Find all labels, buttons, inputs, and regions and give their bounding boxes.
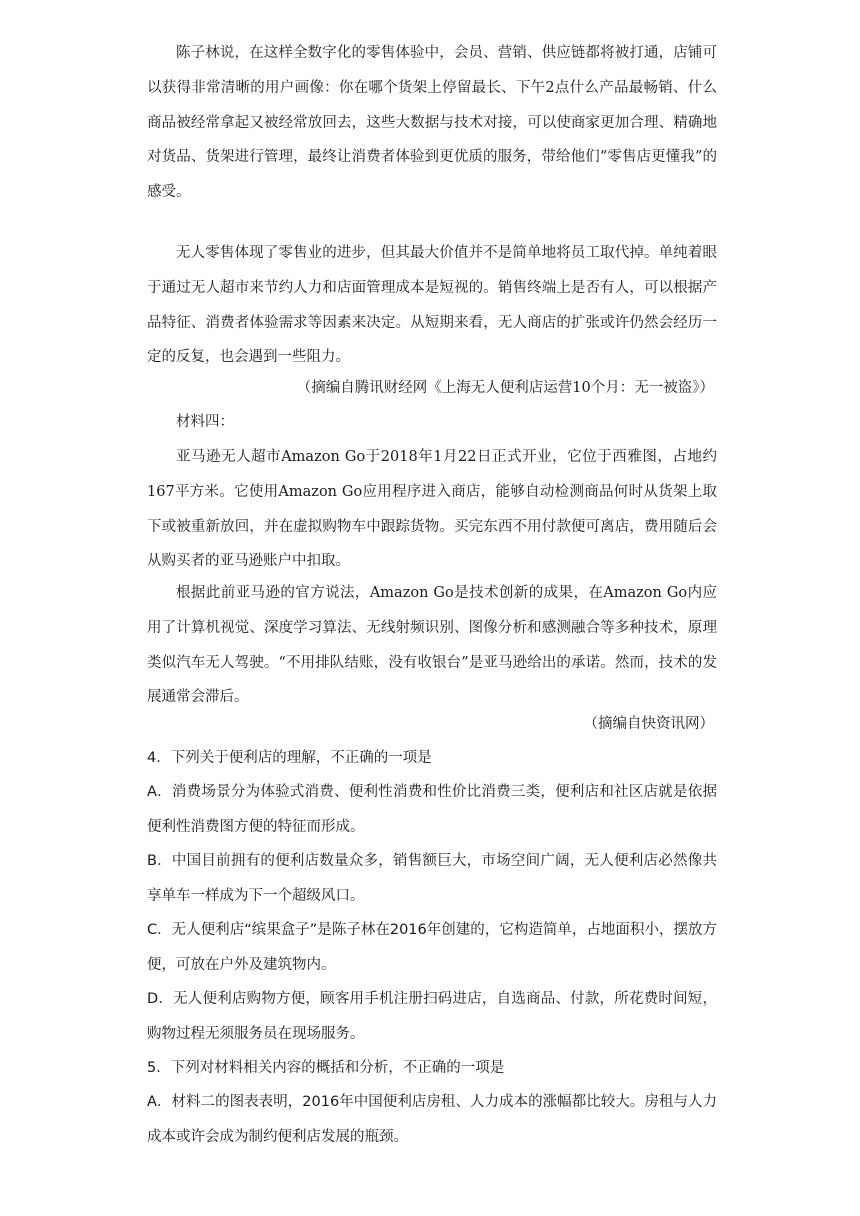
material-four-label: 材料四： — [176, 414, 234, 430]
paragraph-unmanned-retail-value: 无人零售体现了零售业的进步，但其最大价值并不是简单地将员工取代掉。单纯着眼于通过无人超市来节约人力和店面管理成本是短视的。销售终端上是否有人，可以根据产品特征、消费者体验需求等因素来决定。从短期来看，无人商店的扩张或许仍然会经历一定的反复，也会遇到一些阻力。 — [147, 245, 717, 366]
paragraph-chen-zilin: 陈子林说，在这样全数字化的零售体验中，会员、营销、供应链都将被打通，店铺可以获得非常清晰的用户画像：你在哪个货架上停留最长、下午2点什么产品最畅销、什么商品被经常拿起又被经常放回去，这些大数据与技术对接，可以使商家更加合理、精确地对货品、货架进行管理，最终让消费者体验到更优质的服务，带给他们“零售店更懂我”的感受。 — [147, 45, 717, 201]
question-4-option-a: A．消费场景分为体验式消费、便利性消费和性价比消费三类，便利店和社区店就是依据便利性消费图方便的特征而形成。 — [147, 784, 717, 835]
question-5-option-a: A．材料二的图表表明，2016年中国便利店房租、人力成本的涨幅都比较大。房租与人力成本或许会成为制约便利店发展的瓶颈。 — [147, 1094, 717, 1145]
question-4-option-d: D．无人便利店购物方便，顾客用手机注册扫码进店，自选商品、付款，所花费时间短，购物过程无须服务员在现场服务。 — [147, 991, 717, 1042]
paragraph-amazon-go-tech: 根据此前亚马逊的官方说法，Amazon Go是技术创新的成果，在Amazon Go内应用了计算机视觉、深度学习算法、无线射频识别、图像分析和感测融合等多种技术，原理类似汽车无人驾驶。“不用排队结账，没有收银台”是亚马逊给出的承诺。然而，技术的发展通常会滞后。 — [147, 585, 717, 706]
question-4-stem: 4．下列关于便利店的理解，不正确的一项是 — [147, 750, 432, 766]
source-citation-tencent: （摘编自腾讯财经网《上海无人便利店运营10个月：无一被盗》） — [296, 380, 714, 396]
question-4-option-b: B．中国目前拥有的便利店数量众多，销售额巨大，市场空间广阔，无人便利店必然像共享单车一样成为下一个超级风口。 — [147, 853, 717, 904]
source-citation-kuaizixun: （摘编自快资讯网） — [583, 716, 714, 732]
paragraph-amazon-go-intro: 亚马逊无人超市Amazon Go于2018年1月22日正式开业，它位于西雅图，占地约167平方米。它使用Amazon Go应用程序进入商店，能够自动检测商品何时从货架上取下或被重新放回，并在虚拟购物车中跟踪货物。买完东西不用付款便可离店，费用随后会从购买者的亚马逊账户中扣取。 — [147, 449, 717, 570]
question-5-stem: 5．下列对材料相关内容的概括和分析，不正确的一项是 — [147, 1060, 505, 1076]
question-4-option-c: C．无人便利店“缤果盒子”是陈子林在2016年创建的，它构造简单，占地面积小，摆放方便，可放在户外及建筑物内。 — [147, 922, 717, 973]
